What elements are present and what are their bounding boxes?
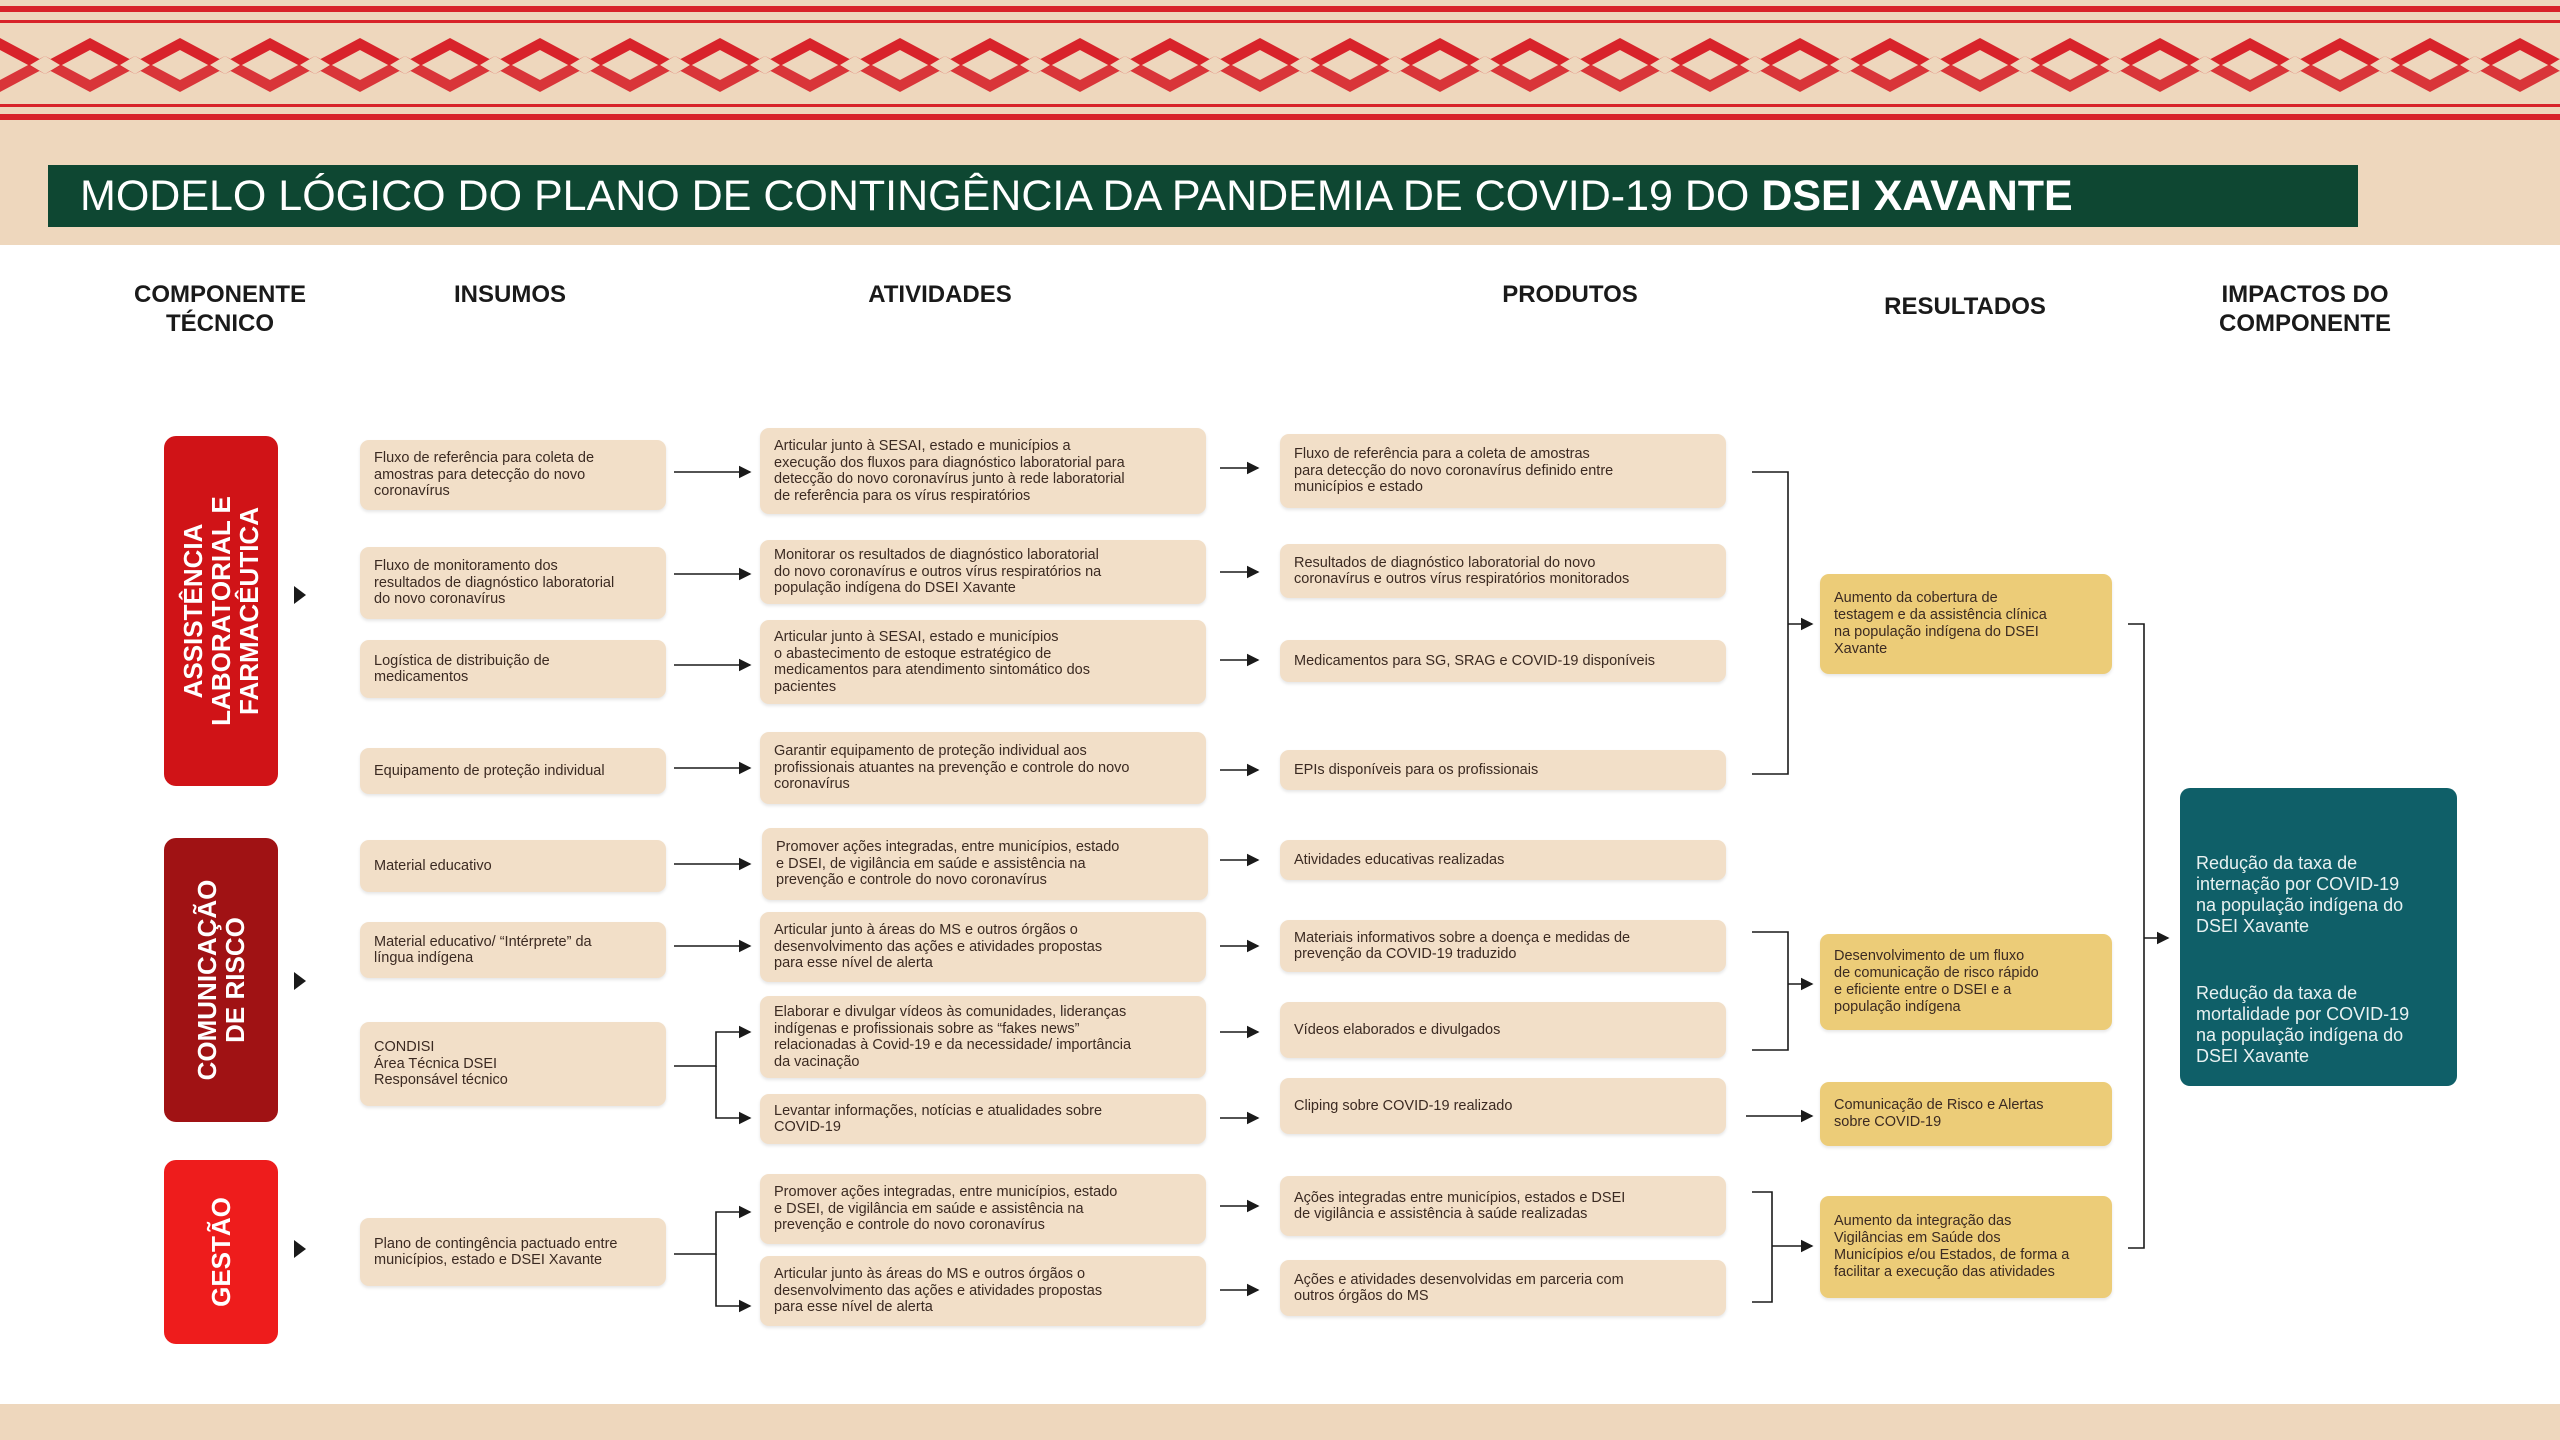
header-atividades: ATIVIDADES [868,281,1012,308]
insumo-box: Logística de distribuição de medicamentos [360,640,666,698]
atividade-box: Articular junto à SESAI, estado e municípios o abastecimento de estoque estratégico de medicamentos para atendimento sintomático dos pacientes [760,620,1206,704]
atividade-box: Articular junto às áreas do MS e outros órgãos o desenvolvimento das ações e atividades propostas para esse nível de alerta [760,1256,1206,1326]
atividade-box: Levantar informações, notícias e atualidades sobre COVID-19 [760,1094,1206,1144]
header-insumos: INSUMOS [453,281,566,308]
component-gestao [164,1160,278,1344]
produto-box: EPIs disponíveis para os profissionais [1280,750,1726,790]
page-title [48,165,2358,227]
atividade-box: Garantir equipamento de proteção individual aos profissionais atuantes na prevenção e controle do novo coronavírus [760,732,1206,804]
produto-box: Vídeos elaborados e divulgados [1280,1002,1726,1058]
footer-band [0,1404,2560,1440]
component-assistencia [164,436,278,786]
produto-box: Materiais informativos sobre a doença e medidas de prevenção da COVID-19 traduzido [1280,920,1726,972]
insumo-box: CONDISI Área Técnica DSEI Responsável técnico [360,1022,666,1106]
decorative-pattern [0,0,2560,130]
resultado-box: Comunicação de Risco e Alertas sobre COVID-19 [1820,1082,2112,1146]
produto-box: Fluxo de referência para a coleta de amostras para detecção do novo coronavírus definido entre municípios e estado [1280,434,1726,508]
produto-box: Ações e atividades desenvolvidas em parceria com outros órgãos do MS [1280,1260,1726,1316]
component-comunicacao [164,838,278,1122]
impacto-mortalidade: Redução da taxa de mortalidade por COVID-19 na população indígena do DSEI Xavante [2196,983,2410,1066]
impacto-internacao: Redução da taxa de internação por COVID-19 na população indígena do DSEI Xavante [2196,853,2404,936]
header-resultados: RESULTADOS [1884,293,2046,320]
produto-box: Atividades educativas realizadas [1280,840,1726,880]
atividade-box: Promover ações integradas, entre municípios, estado e DSEI, de vigilância em saúde e assistência na prevenção e controle do novo coronavírus [762,828,1208,900]
insumo-box: Equipamento de proteção individual [360,748,666,794]
atividade-box: Promover ações integradas, entre municípios, estado e DSEI, de vigilância em saúde e assistência na prevenção e controle do novo coronavírus [760,1174,1206,1244]
insumo-box: Material educativo [360,840,666,892]
produto-box: Resultados de diagnóstico laboratorial do novo coronavírus e outros vírus respiratórios monitorados [1280,544,1726,598]
component-label: ASSISTÊNCIA LABORATORIAL E FARMACÊUTICA [178,496,264,726]
header-componente: COMPONENTE TÉCNICO [133,281,306,337]
atividade-box: Monitorar os resultados de diagnóstico laboratorial do novo coronavírus e outros vírus respiratórios na população indígena do DSEI Xavante [760,540,1206,604]
atividade-box: Elaborar e divulgar vídeos às comunidades, lideranças indígenas e profissionais sobre as “fakes news” relacionadas à Covid-19 e da necessidade/ importância da vacinação [760,996,1206,1078]
atividade-box: Articular junto à SESAI, estado e municípios a execução dos fluxos para diagnóstico laboratorial para detecção do novo coronavírus junto à rede laboratorial de referência para os vírus respiratórios [760,428,1206,514]
component-label: COMUNICAÇÃO DE RISCO [192,879,250,1081]
insumo-box: Material educativo/ “Intérprete” da língua indígena [360,922,666,978]
title-text: MODELO LÓGICO DO PLANO DE CONTINGÊNCIA DA PANDEMIA DE COVID-19 DO [80,172,1762,220]
insumo-box: Plano de contingência pactuado entre municípios, estado e DSEI Xavante [360,1218,666,1286]
insumo-box: Fluxo de monitoramento dos resultados de diagnóstico laboratorial do novo coronavírus [360,547,666,619]
impacto-box [2180,788,2457,1086]
atividade-box: Articular junto à áreas do MS e outros órgãos o desenvolvimento das ações e atividades propostas para esse nível de alerta [760,912,1206,982]
produto-box: Medicamentos para SG, SRAG e COVID-19 disponíveis [1280,640,1726,682]
produto-box: Ações integradas entre municípios, estados e DSEI de vigilância e assistência à saúde realizadas [1280,1176,1726,1236]
produto-box: Cliping sobre COVID-19 realizado [1280,1078,1726,1134]
header-impactos: IMPACTOS DO COMPONENTE [2218,281,2391,337]
resultado-box: Aumento da integração das Vigilâncias em Saúde dos Municípios e/ou Estados, de forma a facilitar a execução das atividades [1820,1196,2112,1298]
resultado-box: Aumento da cobertura de testagem e da assistência clínica na população indígena do DSEI Xavante [1820,574,2112,674]
resultado-box: Desenvolvimento de um fluxo de comunicação de risco rápido e eficiente entre o DSEI e a população indígena [1820,934,2112,1030]
header-produtos: PRODUTOS [1502,281,1638,308]
component-label: GESTÃO [206,1197,236,1307]
insumo-box: Fluxo de referência para coleta de amostras para detecção do novo coronavírus [360,440,666,510]
title-bold: DSEI XAVANTE [1761,172,2073,220]
